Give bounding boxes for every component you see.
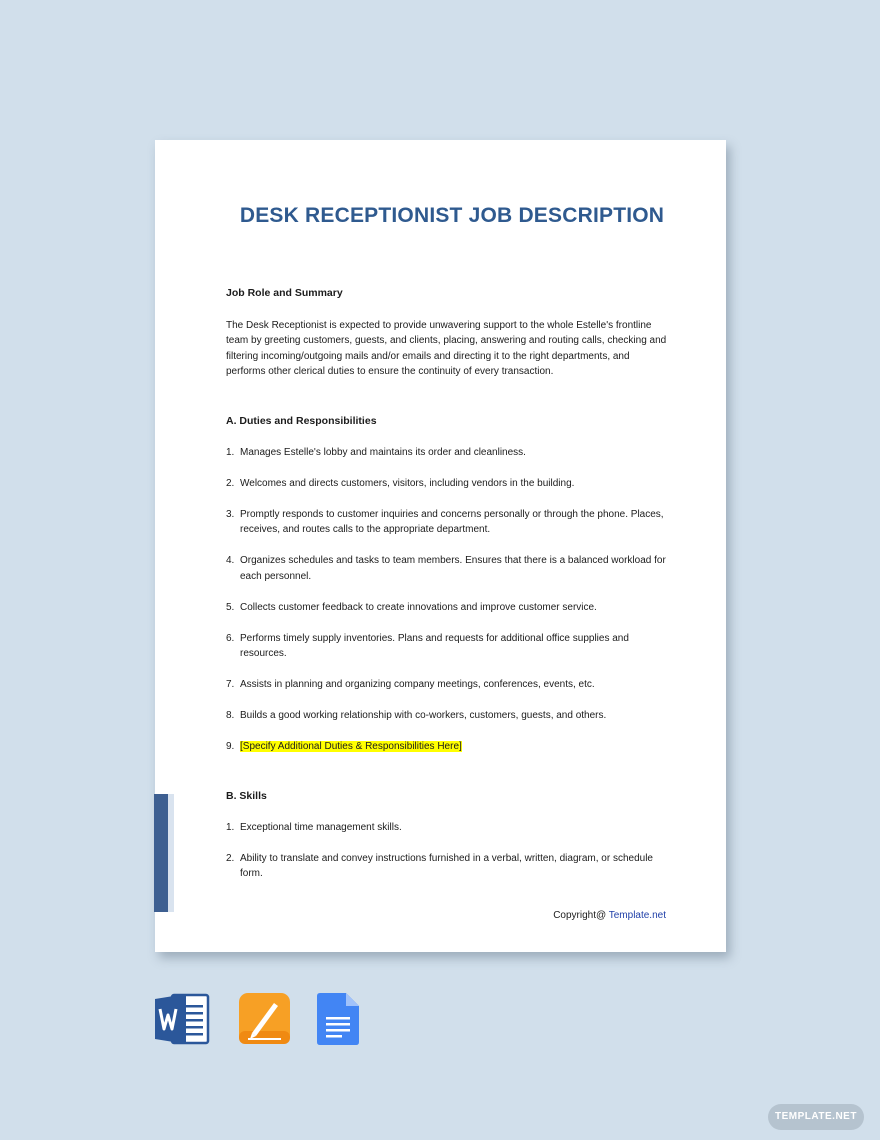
document-title: DESK RECEPTIONIST JOB DESCRIPTION bbox=[239, 204, 665, 227]
summary-paragraph: The Desk Receptionist is expected to provide unwavering support to the whole Estelle's frontline team by greeting customers, guests, and clients, placing, answering and routing calls, checking and filtering incoming/outgoing mails and/or emails and directing it to the right departments, and performs other clerical duties to ensure the continuity of every transaction. bbox=[226, 319, 667, 377]
item-text: Promptly responds to customer inquiries and concerns personally or through the phone. Places, receives, and routes calls to the appropriate department. bbox=[240, 508, 664, 535]
item-text: Performs timely supply inventories. Plans and requests for additional office supplies and resources. bbox=[240, 632, 629, 659]
item-number: 2. bbox=[226, 477, 235, 489]
skill-item bbox=[226, 851, 671, 882]
duty-item bbox=[226, 600, 671, 616]
item-text: Collects customer feedback to create innovations and improve customer service. bbox=[240, 601, 597, 613]
google-docs-icon[interactable] bbox=[317, 993, 359, 1045]
copyright-notice bbox=[553, 910, 666, 921]
skill-item bbox=[226, 820, 671, 836]
item-text: Assists in planning and organizing company meetings, conferences, events, etc. bbox=[240, 679, 595, 690]
item-number: 1. bbox=[226, 821, 235, 833]
word-icon[interactable] bbox=[155, 993, 210, 1045]
pages-icon[interactable] bbox=[239, 993, 290, 1044]
left-accent-bar-light bbox=[168, 794, 174, 912]
duty-item bbox=[226, 553, 671, 584]
left-accent-bar bbox=[154, 794, 168, 912]
item-number: 6. bbox=[226, 632, 235, 644]
item-number: 4. bbox=[226, 555, 235, 566]
duty-item bbox=[226, 476, 671, 492]
item-number: 9. bbox=[226, 741, 235, 752]
item-text: Ability to translate and convey instructions furnished in a verbal, written, diagram, or schedule form. bbox=[240, 852, 653, 879]
summary-heading: Job Role and Summary bbox=[226, 287, 343, 299]
item-text: Builds a good working relationship with co-workers, customers, guests, and others. bbox=[240, 710, 607, 721]
item-number: 3. bbox=[226, 508, 235, 520]
highlighted-placeholder-text: [Specify Additional Duties & Responsibilities Here] bbox=[240, 741, 462, 752]
duty-item bbox=[226, 507, 671, 538]
item-text: Organizes schedules and tasks to team members. Ensures that there is a balanced workload for each personnel. bbox=[240, 555, 666, 582]
document-content bbox=[226, 286, 671, 882]
duty-item-placeholder bbox=[226, 739, 671, 755]
duty-item bbox=[226, 445, 671, 461]
copyright-prefix: Copyright@ bbox=[553, 910, 609, 921]
duties-heading: A. Duties and Responsibilities bbox=[226, 414, 377, 427]
item-number: 5. bbox=[226, 601, 235, 613]
item-number: 2. bbox=[226, 852, 235, 864]
item-text: Exceptional time management skills. bbox=[240, 821, 402, 833]
copyright-link[interactable]: Template.net bbox=[608, 910, 666, 921]
item-text: Welcomes and directs customers, visitors, including vendors in the building. bbox=[240, 477, 575, 489]
item-text: Manages Estelle's lobby and maintains its order and cleanliness. bbox=[240, 446, 526, 458]
duty-item bbox=[226, 708, 671, 724]
template-net-watermark: TEMPLATE.NET bbox=[768, 1104, 864, 1130]
document-page bbox=[155, 140, 726, 952]
skills-list bbox=[226, 820, 671, 882]
item-number: 7. bbox=[226, 679, 235, 690]
skills-heading: B. Skills bbox=[226, 789, 267, 802]
item-number: 8. bbox=[226, 710, 235, 721]
duties-list bbox=[226, 445, 671, 755]
item-number: 1. bbox=[226, 446, 235, 458]
duty-item bbox=[226, 631, 671, 662]
duty-item bbox=[226, 677, 671, 693]
